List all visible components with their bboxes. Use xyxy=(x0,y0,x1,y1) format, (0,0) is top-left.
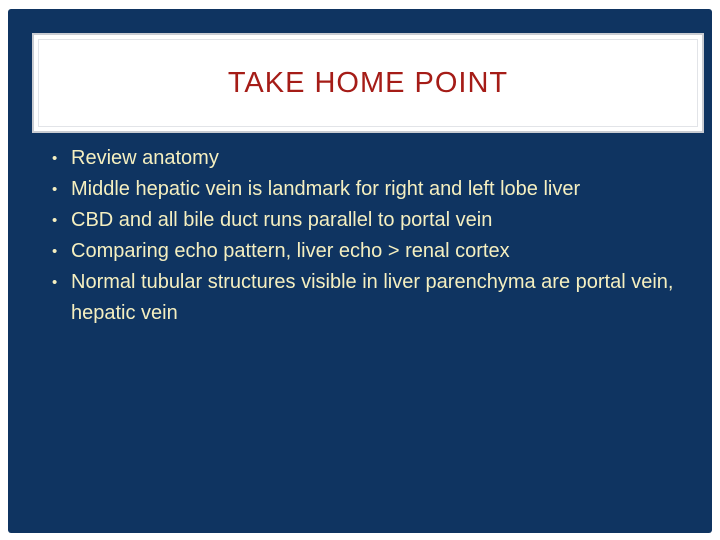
bullet-icon: • xyxy=(52,274,58,291)
bullet-icon: • xyxy=(52,243,58,260)
bullet-item xyxy=(52,267,692,329)
bullet-list xyxy=(52,143,692,329)
bullet-icon: • xyxy=(52,212,58,229)
bullet-text: CBD and all bile duct runs parallel to portal vein xyxy=(71,209,493,231)
title-box xyxy=(32,33,704,133)
bullet-item xyxy=(52,236,692,267)
bullet-text: Middle hepatic vein is landmark for right and left lobe liver xyxy=(71,178,581,200)
bullet-icon: • xyxy=(52,150,58,167)
bullet-text: Normal tubular structures visible in liver parenchyma are portal vein, hepatic vein xyxy=(71,271,674,324)
slide-title: TAKE HOME POINT xyxy=(227,66,509,99)
bullet-text: Review anatomy xyxy=(71,147,219,169)
bullet-text: Comparing echo pattern, liver echo > renal cortex xyxy=(71,240,510,262)
bullet-item xyxy=(52,205,692,236)
bullet-item xyxy=(52,174,692,205)
bullet-icon: • xyxy=(52,181,58,198)
bullet-item xyxy=(52,143,692,174)
